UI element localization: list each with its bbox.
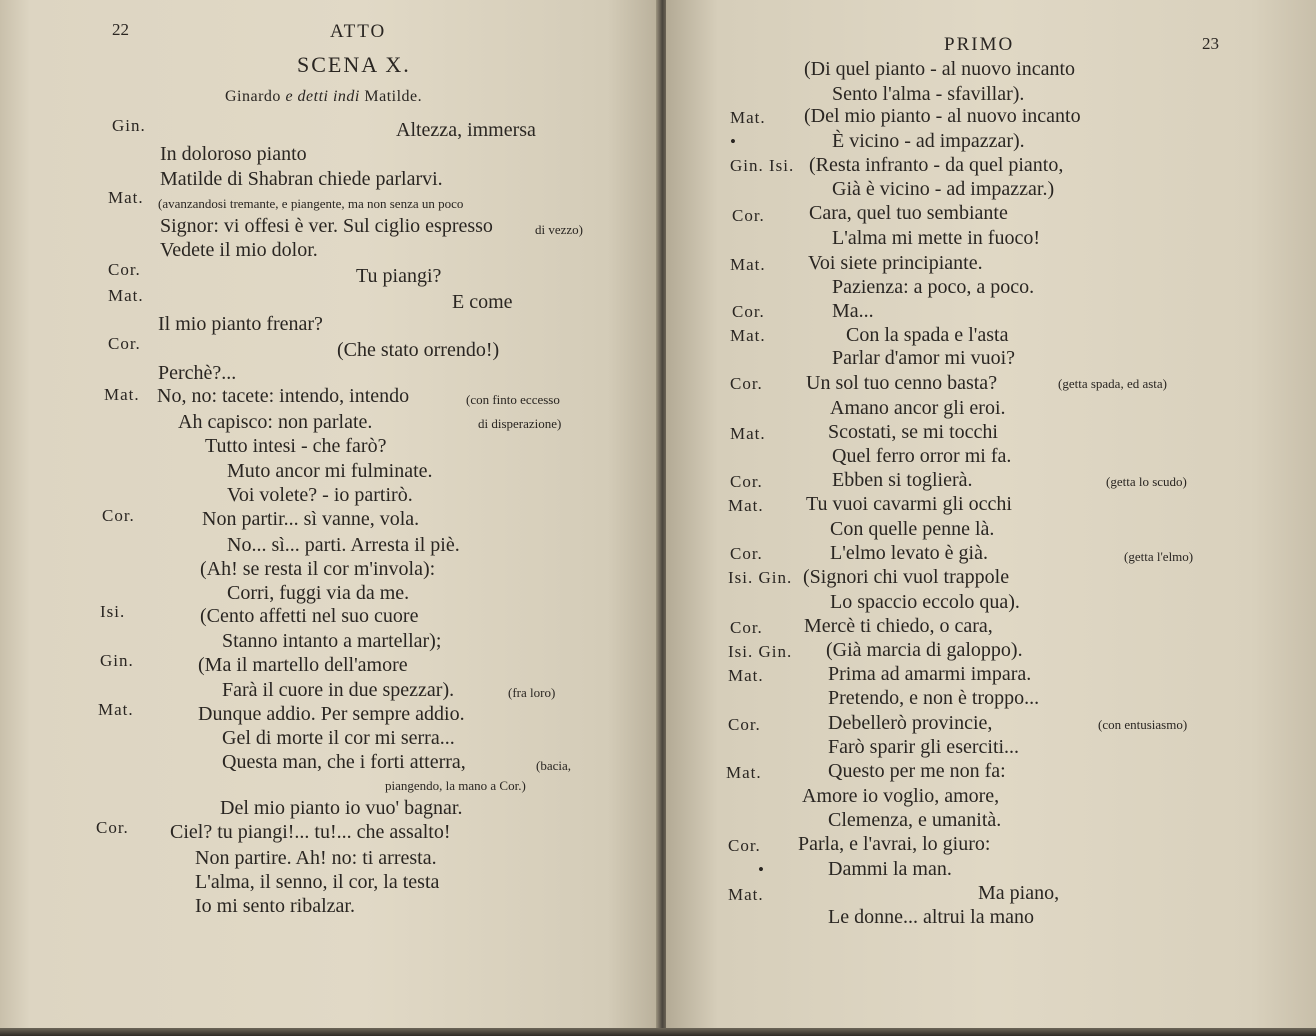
stage-direction: (avanzandosi tremante, e piangente, ma non senza un poco bbox=[158, 196, 464, 211]
verse-line: Del mio pianto io vuo' bagnar. bbox=[220, 797, 463, 819]
verse-line: Parlar d'amor mi vuoi? bbox=[832, 347, 1015, 369]
verse-line: Prima ad amarmi impara. bbox=[828, 663, 1032, 685]
verse-line: Sento l'alma - sfavillar). bbox=[832, 83, 1025, 105]
verse-line: Ah capisco: non parlate. bbox=[178, 411, 373, 433]
character-matilde: Matilde. bbox=[364, 88, 423, 105]
verse-line: L'alma, il senno, il cor, la testa bbox=[195, 871, 440, 893]
stage-direction: (getta spada, ed asta) bbox=[1058, 376, 1168, 391]
speaker-label: Mat. bbox=[730, 108, 766, 127]
speaker-label: Isi. Gin. bbox=[728, 642, 793, 661]
right-page bbox=[666, 0, 1316, 1030]
verse-line: E come bbox=[452, 291, 513, 313]
speaker-label: Mat. bbox=[728, 885, 764, 904]
verse-line: (Resta infranto - da quel pianto, bbox=[809, 154, 1064, 176]
verse-line: (Ah! se resta il cor m'invola): bbox=[200, 558, 436, 580]
speaker-label: Cor. bbox=[732, 206, 765, 225]
verse-line: Vedete il mio dolor. bbox=[160, 239, 318, 261]
speaker-label: Cor. bbox=[108, 260, 141, 279]
verse-line: Questa man, che i forti atterra, bbox=[222, 751, 466, 773]
speaker-label: Mat. bbox=[726, 763, 762, 782]
verse-line: Farà il cuore in due spezzar). bbox=[222, 679, 455, 701]
speaker-label: Cor. bbox=[732, 302, 765, 321]
speaker-label: Cor. bbox=[102, 506, 135, 525]
verse-line: Signor: vi offesi è ver. Sul ciglio espresso bbox=[160, 215, 493, 237]
speaker-label: • bbox=[730, 132, 737, 151]
verse-line: Questo per me non fa: bbox=[828, 760, 1006, 782]
speaker-label: Gin. Isi. bbox=[730, 156, 795, 175]
stage-direction: (con finto eccesso bbox=[466, 392, 560, 407]
verse-line: Voi volete? - io partirò. bbox=[227, 484, 413, 506]
speaker-label: Cor. bbox=[730, 618, 763, 637]
verse-line: È vicino - ad impazzar). bbox=[832, 130, 1025, 152]
verse-line: (Del mio pianto - al nuovo incanto bbox=[804, 105, 1081, 127]
speaker-label: Cor. bbox=[728, 836, 761, 855]
stage-direction: (con entusiasmo) bbox=[1098, 717, 1188, 732]
verse-line: Tutto intesi - che farò? bbox=[205, 435, 387, 457]
verse-line: Con la spada e l'asta bbox=[846, 324, 1009, 346]
stage-direction: (getta l'elmo) bbox=[1124, 549, 1194, 564]
verse-line: Mercè ti chiedo, o cara, bbox=[804, 615, 993, 637]
speaker-label: Mat. bbox=[728, 666, 764, 685]
speaker-label: Mat. bbox=[730, 424, 766, 443]
verse-line: Perchè?... bbox=[158, 362, 237, 384]
speaker-label: Cor. bbox=[730, 472, 763, 491]
verse-line: Voi siete principiante. bbox=[808, 252, 983, 274]
stage-direction: (getta lo scudo) bbox=[1106, 474, 1187, 489]
verse-line: Amore io voglio, amore, bbox=[802, 785, 1000, 807]
verse-line: Già è vicino - ad impazzar.) bbox=[832, 178, 1055, 200]
speaker-label: Mat. bbox=[728, 496, 764, 515]
verse-line: Tu vuoi cavarmi gli occhi bbox=[806, 493, 1012, 515]
verse-line: Non partir... sì vanne, vola. bbox=[202, 508, 420, 530]
scene-title: SCENA X. bbox=[297, 52, 411, 77]
verse-line: Muto ancor mi fulminate. bbox=[227, 460, 433, 482]
verse-line: Dammi la man. bbox=[828, 858, 952, 880]
verse-line: Gel di morte il cor mi serra... bbox=[222, 727, 455, 749]
page-number-right: 23 bbox=[1202, 34, 1219, 53]
verse-line: Pretendo, e non è troppo... bbox=[828, 687, 1040, 709]
verse-line: Altezza, immersa bbox=[396, 119, 536, 141]
speaker-label: Cor. bbox=[730, 544, 763, 563]
verse-line: Ma... bbox=[832, 300, 874, 322]
page-number-left: 22 bbox=[112, 20, 129, 39]
running-head-right: PRIMO bbox=[944, 34, 1015, 55]
verse-line: Ma piano, bbox=[978, 882, 1060, 904]
verse-line: Farò sparir gli eserciti... bbox=[828, 736, 1020, 758]
verse-line: L'alma mi mette in fuoco! bbox=[832, 227, 1040, 249]
speaker-label: Isi. Gin. bbox=[728, 568, 793, 587]
verse-line: Cara, quel tuo sembiante bbox=[809, 202, 1008, 224]
speaker-label: Mat. bbox=[98, 700, 134, 719]
left-page bbox=[0, 0, 660, 1030]
verse-line: Pazienza: a poco, a poco. bbox=[832, 276, 1035, 298]
running-head-left: ATTO bbox=[330, 21, 387, 42]
speaker-label: Cor. bbox=[108, 334, 141, 353]
verse-line: (Di quel pianto - al nuovo incanto bbox=[804, 58, 1076, 80]
verse-line: (Già marcia di galoppo). bbox=[826, 639, 1023, 661]
speaker-label: Cor. bbox=[96, 818, 129, 837]
verse-line: Stanno intanto a martellar); bbox=[222, 630, 442, 652]
verse-line: Il mio pianto frenar? bbox=[158, 313, 323, 335]
verse-line: In doloroso pianto bbox=[160, 143, 307, 165]
verse-line: Le donne... altrui la mano bbox=[828, 906, 1035, 928]
speaker-label: Cor. bbox=[730, 374, 763, 393]
verse-line: (Che stato orrendo!) bbox=[337, 339, 500, 361]
verse-line: Debellerò provincie, bbox=[828, 712, 993, 734]
stage-direction: di disperazione) bbox=[478, 416, 562, 431]
verse-line: Un sol tuo cenno basta? bbox=[806, 372, 998, 394]
speaker-label: Mat. bbox=[104, 385, 140, 404]
book-bottom-edge bbox=[0, 1028, 1316, 1036]
speaker-label: Gin. bbox=[100, 651, 134, 670]
verse-line: L'elmo levato è già. bbox=[830, 542, 988, 564]
verse-line: Lo spaccio eccolo qua). bbox=[830, 591, 1020, 613]
speaker-label: Mat. bbox=[108, 188, 144, 207]
verse-line: Matilde di Shabran chiede parlarvi. bbox=[160, 168, 443, 190]
speaker-label: Mat. bbox=[108, 286, 144, 305]
verse-line: Scostati, se mi tocchi bbox=[828, 421, 998, 443]
verse-line: (Ma il martello dell'amore bbox=[198, 654, 408, 676]
verse-line: Quel ferro orror mi fa. bbox=[832, 445, 1012, 467]
verse-line: No... sì... parti. Arresta il piè. bbox=[227, 534, 460, 556]
speaker-label: Gin. bbox=[112, 116, 146, 135]
verse-line: Clemenza, e umanità. bbox=[828, 809, 1002, 831]
speaker-label: Mat. bbox=[730, 326, 766, 345]
speaker-label: Cor. bbox=[728, 715, 761, 734]
stage-direction: piangendo, la mano a Cor.) bbox=[385, 778, 526, 793]
scene-characters bbox=[225, 88, 422, 106]
verse-line: Con quelle penne là. bbox=[830, 518, 995, 540]
verse-line: (Signori chi vuol trappole bbox=[803, 566, 1010, 588]
speaker-label: Isi. bbox=[100, 602, 126, 621]
connector-e: e bbox=[285, 88, 294, 105]
verse-line: Parla, e l'avrai, lo giuro: bbox=[798, 833, 991, 855]
stage-direction: (fra loro) bbox=[508, 685, 556, 700]
connector-detti-indi: detti indi bbox=[297, 88, 360, 105]
speaker-label: • bbox=[758, 860, 765, 879]
verse-line: Amano ancor gli eroi. bbox=[830, 397, 1006, 419]
verse-line: Non partire. Ah! no: ti arresta. bbox=[195, 847, 437, 869]
character-ginardo: Ginardo bbox=[225, 88, 281, 105]
verse-line: No, no: tacete: intendo, intendo bbox=[157, 385, 410, 407]
verse-line: Io mi sento ribalzar. bbox=[195, 895, 355, 917]
speaker-label: Mat. bbox=[730, 255, 766, 274]
stage-direction: (bacia, bbox=[536, 758, 572, 773]
verse-line: Tu piangi? bbox=[356, 265, 442, 287]
verse-line: Corri, fuggi via da me. bbox=[227, 582, 410, 604]
verse-line: Ebben si toglierà. bbox=[832, 469, 973, 491]
verse-line: Ciel? tu piangi!... tu!... che assalto! bbox=[170, 821, 451, 843]
stage-direction: di vezzo) bbox=[535, 222, 584, 237]
verse-line: (Cento affetti nel suo cuore bbox=[200, 605, 419, 627]
verse-line: Dunque addio. Per sempre addio. bbox=[198, 703, 465, 725]
